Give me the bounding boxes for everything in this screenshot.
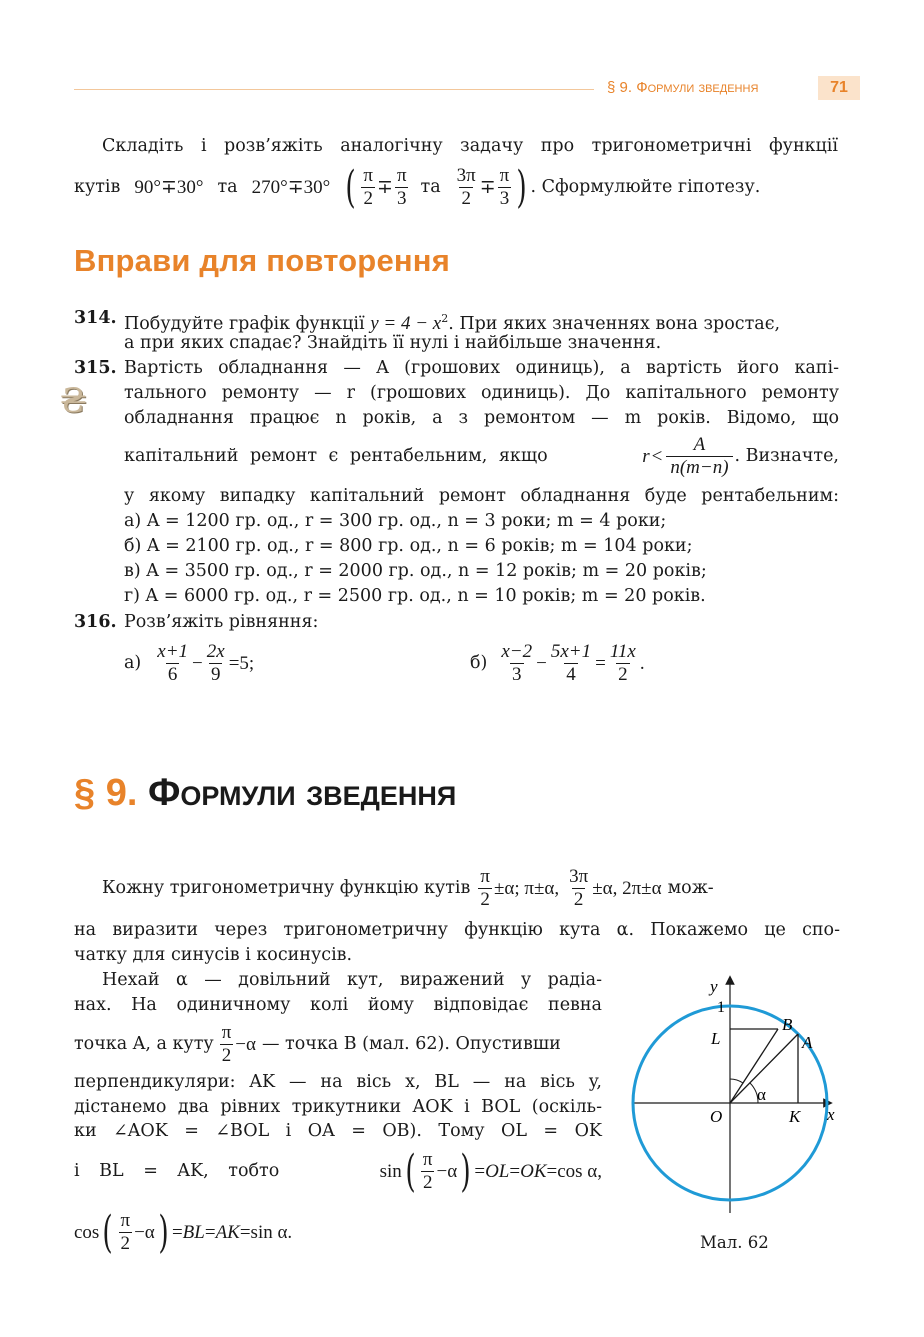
angle-bol-arc (730, 1079, 743, 1083)
running-header-title: Формули зведення (636, 79, 759, 96)
p1-word-mozh: мож- (667, 877, 714, 898)
p1-frac-3pi-2: $\frac{3\pi}{2}$ (569, 865, 589, 910)
label-A: A (802, 1033, 813, 1052)
page-number-value: 71 (830, 79, 848, 96)
sin-lparen: ( (405, 1145, 416, 1197)
ex315-case-c: в) A = 3500 гр. од., r = 2000 гр. од., n = 12 років; m = 20 років; (124, 561, 707, 581)
ex315-number: 315. (74, 358, 117, 378)
running-header (607, 79, 758, 96)
eq-b-frac3: $\frac{11x}{2}$ (609, 640, 636, 685)
ex316-b-label: б) (470, 652, 488, 673)
angle-2: 270°∓30° (251, 176, 331, 198)
section-title: Формули зведення (147, 772, 457, 814)
ex314-line2: а при яких спадає? Знайдіть її нулі і найбільше значення. (124, 333, 662, 353)
ex315-line1: Вартість обладнання — A (грошових одиниць), а вартість його капі- (124, 358, 839, 378)
p2-line3-a: точка A, а куту (74, 1033, 214, 1054)
eq-a-frac1: $\frac{x+1}{6}$ (157, 640, 189, 685)
ex315-frac-num: A (693, 433, 706, 455)
section-p2-line1: Нехай α — довільний кут, виражений у радіа- (102, 970, 602, 990)
label-x: x (827, 1105, 835, 1124)
ex315-case-a: а) A = 1200 гр. од., r = 300 гр. од., n = 3 роки; m = 4 роки; (124, 511, 667, 531)
cos-rparen: ) (158, 1206, 169, 1258)
eq-a-frac2: $\frac{2x}{9}$ (206, 640, 225, 685)
p2-minus-alpha: −α (235, 1033, 256, 1055)
ex315-case-d: г) A = 6000 гр. од., r = 2500 гр. од., n = 10 років; m = 20 років. (124, 586, 706, 606)
ex315-case-b: б) A = 2100 гр. од., r = 800 гр. од., n = 6 років; m = 104 роки; (124, 536, 693, 556)
section-p1-line1 (102, 860, 840, 916)
cos-minus-alpha: −α (134, 1221, 155, 1243)
ex315-frac-den: n(m−n) (666, 456, 732, 479)
eq-b-equals: = (595, 652, 606, 674)
section-p1-a: Кожну тригонометричну функцію кутів (102, 877, 471, 898)
ex316-number: 316. (74, 612, 117, 632)
p2-line7-a: і BL = AK, тобто (74, 1160, 280, 1181)
intro-word-ta1: та (217, 176, 238, 197)
ex315-fraction (666, 434, 732, 479)
right-paren: ) (516, 161, 528, 213)
section-p2-line5: дістанемо два рівних трикутники AOK і BOL (оскіль- (74, 1097, 602, 1117)
label-L: L (711, 1029, 721, 1048)
ex315-line4 (124, 430, 839, 482)
section-p2-line3 (74, 1018, 602, 1070)
ex315-line5: у якому випадку капітальний ремонт обладнання буде рентабельним: (124, 486, 839, 506)
p1-frac-pi-2: $\frac{\pi}{2}$ (480, 865, 490, 910)
p2-line3-b: — точка B (мал. 62). Опустивши (261, 1033, 561, 1054)
ex316-text: Розв’яжіть рівняння: (124, 612, 319, 632)
frac-pi-2: $\frac{\pi}{2}$ (363, 164, 374, 209)
cos-frac: $\frac{\pi}{2}$ (120, 1209, 131, 1254)
eq-a-rhs: =5; (228, 652, 255, 674)
cos-result: =BL=AK=sin α. (171, 1221, 293, 1243)
ex316-a-label: а) (124, 652, 142, 673)
eq-b-minus: − (536, 652, 547, 674)
ex315-line4-end: . Визначте, (734, 445, 839, 466)
sin-frac: $\frac{\pi}{2}$ (422, 1148, 433, 1193)
eq-b-frac2: $\frac{5x+1}{4}$ (550, 640, 592, 685)
frac-pi-3b: $\frac{\pi}{3}$ (499, 164, 510, 209)
section-p2-line8 (74, 1204, 292, 1260)
intro-task-line2 (74, 159, 844, 215)
label-alpha: α (757, 1085, 766, 1104)
p1-angles-1: ±α; π±α, (493, 877, 560, 899)
section-number: § 9. (74, 772, 138, 814)
ex316-equation-a (124, 636, 254, 690)
cos-lparen: ( (102, 1206, 114, 1258)
left-paren: ( (345, 161, 356, 213)
running-header-section: § 9. (607, 79, 633, 96)
section-p1-line3: чатку для синусів і косинусів. (74, 945, 353, 965)
intro-word-ta2: та (420, 176, 441, 197)
angle-1: 90°∓30° (134, 176, 204, 198)
label-K: K (789, 1107, 801, 1126)
p2-line7-formula (379, 1145, 602, 1197)
section-p2-line2: нах. На одиничному колі йому відповідає певна (74, 995, 602, 1015)
hryvnia-icon: ₴ (60, 381, 87, 421)
label-B: B (782, 1015, 793, 1034)
ex314-number: 314. (74, 308, 117, 328)
frac-3pi-2: $\frac{3\pi}{2}$ (456, 164, 476, 209)
mp-sign-2: ∓ (479, 176, 496, 198)
section-p2-line6: ки ∠AOK = ∠BOL і OA = OB). Тому OL = OK (74, 1121, 602, 1141)
ex315-line4-text: капітальний ремонт є рентабельним, якщо (124, 445, 548, 466)
ex315-inequality (642, 434, 839, 479)
ex314-text-b: . При яких значеннях вона зростає, (448, 313, 781, 334)
ex314-formula: y = 4 − x (370, 312, 442, 334)
ex315-lt: < (651, 445, 663, 467)
eq-a-minus: − (192, 652, 203, 674)
figure-caption: Мал. 62 (700, 1233, 769, 1252)
review-heading: Вправи для повторення (74, 243, 451, 278)
ex314-exponent: 2 (441, 312, 449, 325)
intro-word-kutiv: кутів (74, 176, 121, 197)
label-O: O (710, 1107, 723, 1126)
p2-frac-pi-2: $\frac{\pi}{2}$ (221, 1021, 232, 1066)
ex315-line2: тального ремонту — r (грошових одиниць). До капітального ремонту (124, 383, 839, 403)
frac-pi-3: $\frac{\pi}{3}$ (396, 164, 407, 209)
segment-OB (730, 1029, 778, 1103)
intro-line2-end: . Сформулюйте гіпотезу. (530, 176, 761, 197)
intro-task-line1: Складіть і розв’яжіть аналогічну задачу про тригонометричні функції (102, 136, 838, 156)
ex314-text-a: Побудуйте графік функції (124, 313, 365, 334)
sin-rparen: ) (460, 1145, 471, 1197)
page-number (818, 76, 860, 100)
sin-word: sin (379, 1160, 402, 1182)
header-rule (74, 89, 594, 90)
label-one: 1 (717, 999, 725, 1016)
unit-circle-figure (620, 970, 850, 1220)
label-y: y (710, 977, 718, 996)
eq-b-period: . (639, 652, 645, 674)
sin-minus-alpha: −α (436, 1160, 458, 1182)
ex315-r: r (642, 445, 650, 467)
section-p2-line7 (74, 1143, 602, 1199)
sin-result: =OL=OK=cos α, (474, 1160, 602, 1182)
section-p1-line2: на виразити через тригонометричну функцію кута α. Покажемо це спо- (74, 920, 840, 940)
ex315-line3: обладнання працює n років, а з ремонтом — m років. Відомо, що (124, 408, 839, 428)
mp-sign-1: ∓ (377, 176, 393, 198)
eq-b-frac1: $\frac{x-2}{3}$ (501, 640, 533, 685)
cos-word: cos (74, 1221, 100, 1243)
ex316-equation-b (470, 636, 645, 690)
p1-angles-2: ±α, 2π±α (592, 877, 662, 899)
section-p2-line4: перпендикуляри: AK — на вісь x, BL — на вісь y, (74, 1072, 602, 1092)
section-heading (74, 772, 456, 815)
